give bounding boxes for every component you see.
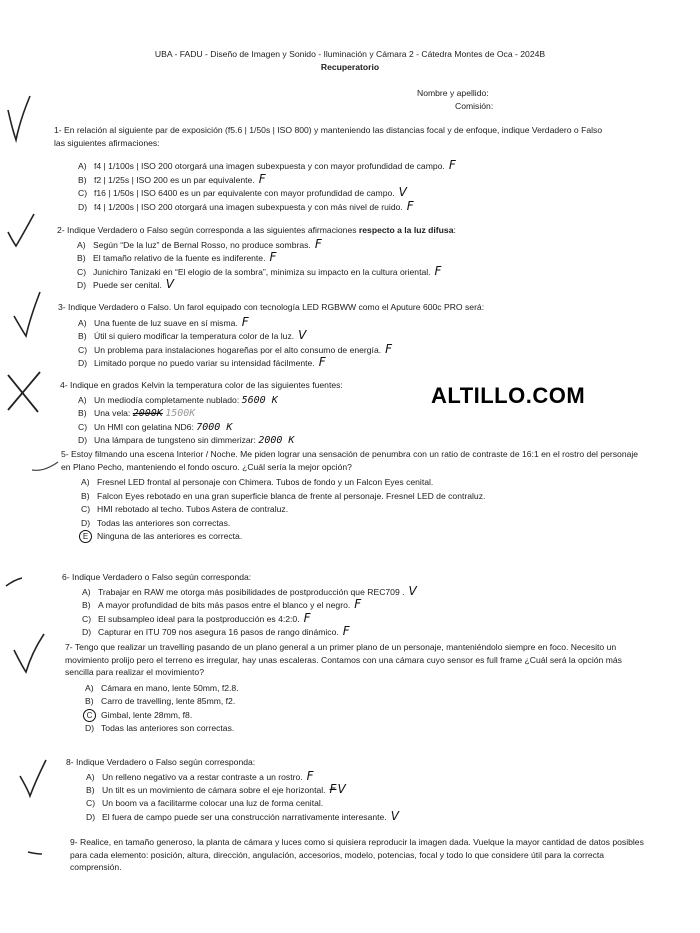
answer-1a: F xyxy=(448,158,456,173)
answer-3b: V xyxy=(298,328,307,343)
option-7c: C Gimbal, lente 28mm, f8. xyxy=(85,709,645,723)
watermark: ALTILLO.COM xyxy=(431,383,586,408)
question-8 xyxy=(66,756,626,824)
answer-8b-crossed: F xyxy=(329,782,337,797)
question-1-options xyxy=(54,159,614,213)
option-3a: A) Una fuente de luz suave en sí misma. F xyxy=(78,314,249,329)
option-8c: C) Un boom va a facilitarme colocar una luz de forma cenital. xyxy=(86,797,324,808)
answer-4a: 5600 K xyxy=(241,394,278,406)
option-1d: D) f4 | 1/200s | ISO 200 otorgará una imagen subexpuesta y con más nivel de ruido. F xyxy=(78,198,414,213)
option-8b: B) Un tilt es un movimiento de cámara sobre el eje horizontal. FV xyxy=(86,782,346,797)
answer-4d: 2000 K xyxy=(258,435,295,447)
circle-mark-5e: E xyxy=(79,530,92,543)
option-2a: A) Según “De la luz” de Bernal Rosso, no produce sombras. F xyxy=(77,236,322,251)
answer-2b: F xyxy=(269,250,277,265)
question-5-options xyxy=(61,476,641,544)
answer-6d: F xyxy=(342,624,350,639)
option-5d: D) Todas las anteriores son correctas. xyxy=(81,517,231,528)
option-6a: A) Trabajar en RAW me otorga más posibilidades de postproducción que REC709 . V xyxy=(82,583,417,598)
answer-1c: V xyxy=(398,185,407,200)
circle-mark-7c: C xyxy=(83,709,96,722)
option-3c: C) Un problema para instalaciones hogareñas por el alto consumo de energía. F xyxy=(78,341,393,356)
option-3b: B) Útil si quiero modificar la temperatura color de la luz. V xyxy=(78,328,307,343)
answer-4b: 1500K xyxy=(165,408,196,420)
option-6d: D) Capturar en ITU 709 nos asegura 16 pasos de rango dinámico. F xyxy=(82,624,350,639)
option-5a: A) Fresnel LED frontal al personaje con Chimera. Tubos de fondo y un Falcon Eyes cenital. xyxy=(81,477,434,488)
header-title: UBA - FADU - Diseño de Imagen y Sonido - Iluminación y Cámara 2 - Cátedra Montes de Oca - 2024B xyxy=(154,49,546,59)
answer-2c: F xyxy=(434,263,442,278)
option-5b: B) Falcon Eyes rebotado en una gran superficie blanca de frente al personaje. Fresnel LED de contraluz. xyxy=(81,490,486,501)
answer-3d: F xyxy=(318,355,326,370)
question-3 xyxy=(58,301,618,370)
question-7-options xyxy=(65,682,645,736)
question-8-options xyxy=(66,770,626,824)
question-9-text: 9- Realice, en tamaño generoso, la planta de cámara y luces como si quisiera reproducir la imagen dada. Vuelque la mayor cantidad de datos posibles para cada elemento: posición, altura, dirección, angulación, accesorios, modelo, potencias, focal y todo lo que considere útil para la correcta comprensión. xyxy=(70,837,644,873)
option-2d: D) Puede ser cenital. V xyxy=(77,277,175,292)
question-5-text: 5- Estoy filmando una escena Interior / Noche. Me piden lograr una sensación de penumbra con un ratio de contraste de 16:1 en el rostro del personaje en Plano Pecho, manteniendo el fondo oscuro. ¿Cuál sería la mejor opción? xyxy=(61,449,639,472)
answer-6b: F xyxy=(354,597,362,612)
option-7b: B) Carro de travelling, lente 85mm, f2. xyxy=(85,696,236,707)
option-3d: D) Limitado porque no puedo variar su intensidad fácilmente. F xyxy=(78,355,326,370)
answer-8a: F xyxy=(306,768,314,783)
option-8d: D) El fuera de campo puede ser una construcción narrativamente interesante. V xyxy=(86,809,399,824)
question-6-text: 6- Indique Verdadero o Falso según corresponda: xyxy=(62,572,252,582)
answer-4c: 7000 K xyxy=(196,421,233,433)
question-2-text: 2- Indique Verdadero o Falso según corresponda a las siguientes afirmaciones respecto a la luz difusa: xyxy=(57,225,456,235)
option-1b: B) f2 | 1/25s | ISO 200 es un par equivalente. F xyxy=(78,171,266,186)
question-8-text: 8- Indique Verdadero o Falso según corresponda: xyxy=(66,757,256,767)
answer-1b: F xyxy=(258,171,266,186)
answer-6a: V xyxy=(408,583,417,598)
option-6b: B) A mayor profundidad de bits más pasos entre el blanco y el negro. F xyxy=(82,597,362,612)
option-1a: A) f4 | 1/100s | ISO 200 otorgará una imagen subexpuesta y con mayor profundidad de campo. F xyxy=(78,158,456,173)
option-2c: C) Junichiro Tanizaki en “El elogio de la sombra”, minimiza su impacto en la cultura oriental. F xyxy=(77,263,442,278)
option-4b: B) Una vela: 2000K 1500K xyxy=(78,408,196,420)
option-1c: C) f16 | 1/50s | ISO 6400 es un par equivalente con mayor profundidad de campo. V xyxy=(78,185,407,200)
option-5c: C) HMI rebotado al techo. Tubos Astera de contraluz. xyxy=(81,504,289,515)
question-4 xyxy=(60,379,440,448)
answer-8b: V xyxy=(337,782,346,797)
question-2-options xyxy=(57,238,617,292)
answer-2d: V xyxy=(165,277,175,292)
question-3-text: 3- Indique Verdadero o Falso. Un farol equipado con tecnología LED RGBWW como el Aputure 600c PRO será: xyxy=(58,302,485,312)
question-2 xyxy=(57,224,617,292)
question-4-text: 4- Indique en grados Kelvin la temperatura color de las siguientes fuentes: xyxy=(60,380,343,390)
header-subtitle: Recuperatorio xyxy=(320,62,380,72)
option-4c: C) Un HMI con gelatina ND6: 7000 K xyxy=(78,421,233,433)
question-4-options xyxy=(60,394,440,448)
answer-2a: F xyxy=(314,236,322,251)
answer-1d: F xyxy=(406,198,414,213)
question-7-text: 7- Tengo que realizar un travelling pasando de un plano general a un primer plano de un personaje, manteniéndolo siempre en foco. Necesito un movimiento prolijo pero el terreno es irregular, hay unas escaleras. Contamos con una cámara cuyo sensor es full frame ¿Cuál será la opción más sencilla para realizar el movimiento? xyxy=(65,642,622,678)
option-6c: C) El subsampleo ideal para la postproducción es 4:2:0. F xyxy=(82,610,311,625)
option-2b: B) El tamaño relativo de la fuente es indiferente. F xyxy=(77,250,277,265)
answer-8d: V xyxy=(390,809,399,824)
option-5e: E Ninguna de las anteriores es correcta. xyxy=(81,530,641,544)
option-7d: D) Todas las anteriores son correctas. xyxy=(85,723,235,734)
option-8a: A) Un relleno negativo va a restar contraste a un rostro. F xyxy=(86,768,314,783)
question-9 xyxy=(70,836,650,874)
answer-3c: F xyxy=(385,341,393,356)
option-4a: A) Un mediodía completamente nublado: 5600 K xyxy=(78,394,278,406)
question-6 xyxy=(62,571,622,639)
option-7a: A) Cámara en mano, lente 50mm, f2.8. xyxy=(85,682,239,693)
option-4d: D) Una lámpara de tungsteno sin dimmerizar: 2000 K xyxy=(78,435,295,447)
answer-3a: F xyxy=(241,314,249,329)
question-1 xyxy=(54,124,614,213)
question-5 xyxy=(61,448,641,544)
commission-label: Comisión: xyxy=(455,101,494,111)
answer-6c: F xyxy=(303,610,311,625)
question-6-options xyxy=(62,585,622,639)
answer-4b-crossed: 2000K xyxy=(132,408,163,420)
name-label: Nombre y apellido: xyxy=(417,88,489,98)
question-1-text: 1- En relación al siguiente par de exposición (f5.6 | 1/50s | ISO 800) y manteniendo las distancias focal y de enfoque, indique Verdadero o Falso las siguientes afirmaciones: xyxy=(54,125,603,148)
question-7 xyxy=(65,641,645,736)
question-3-options xyxy=(58,316,618,370)
